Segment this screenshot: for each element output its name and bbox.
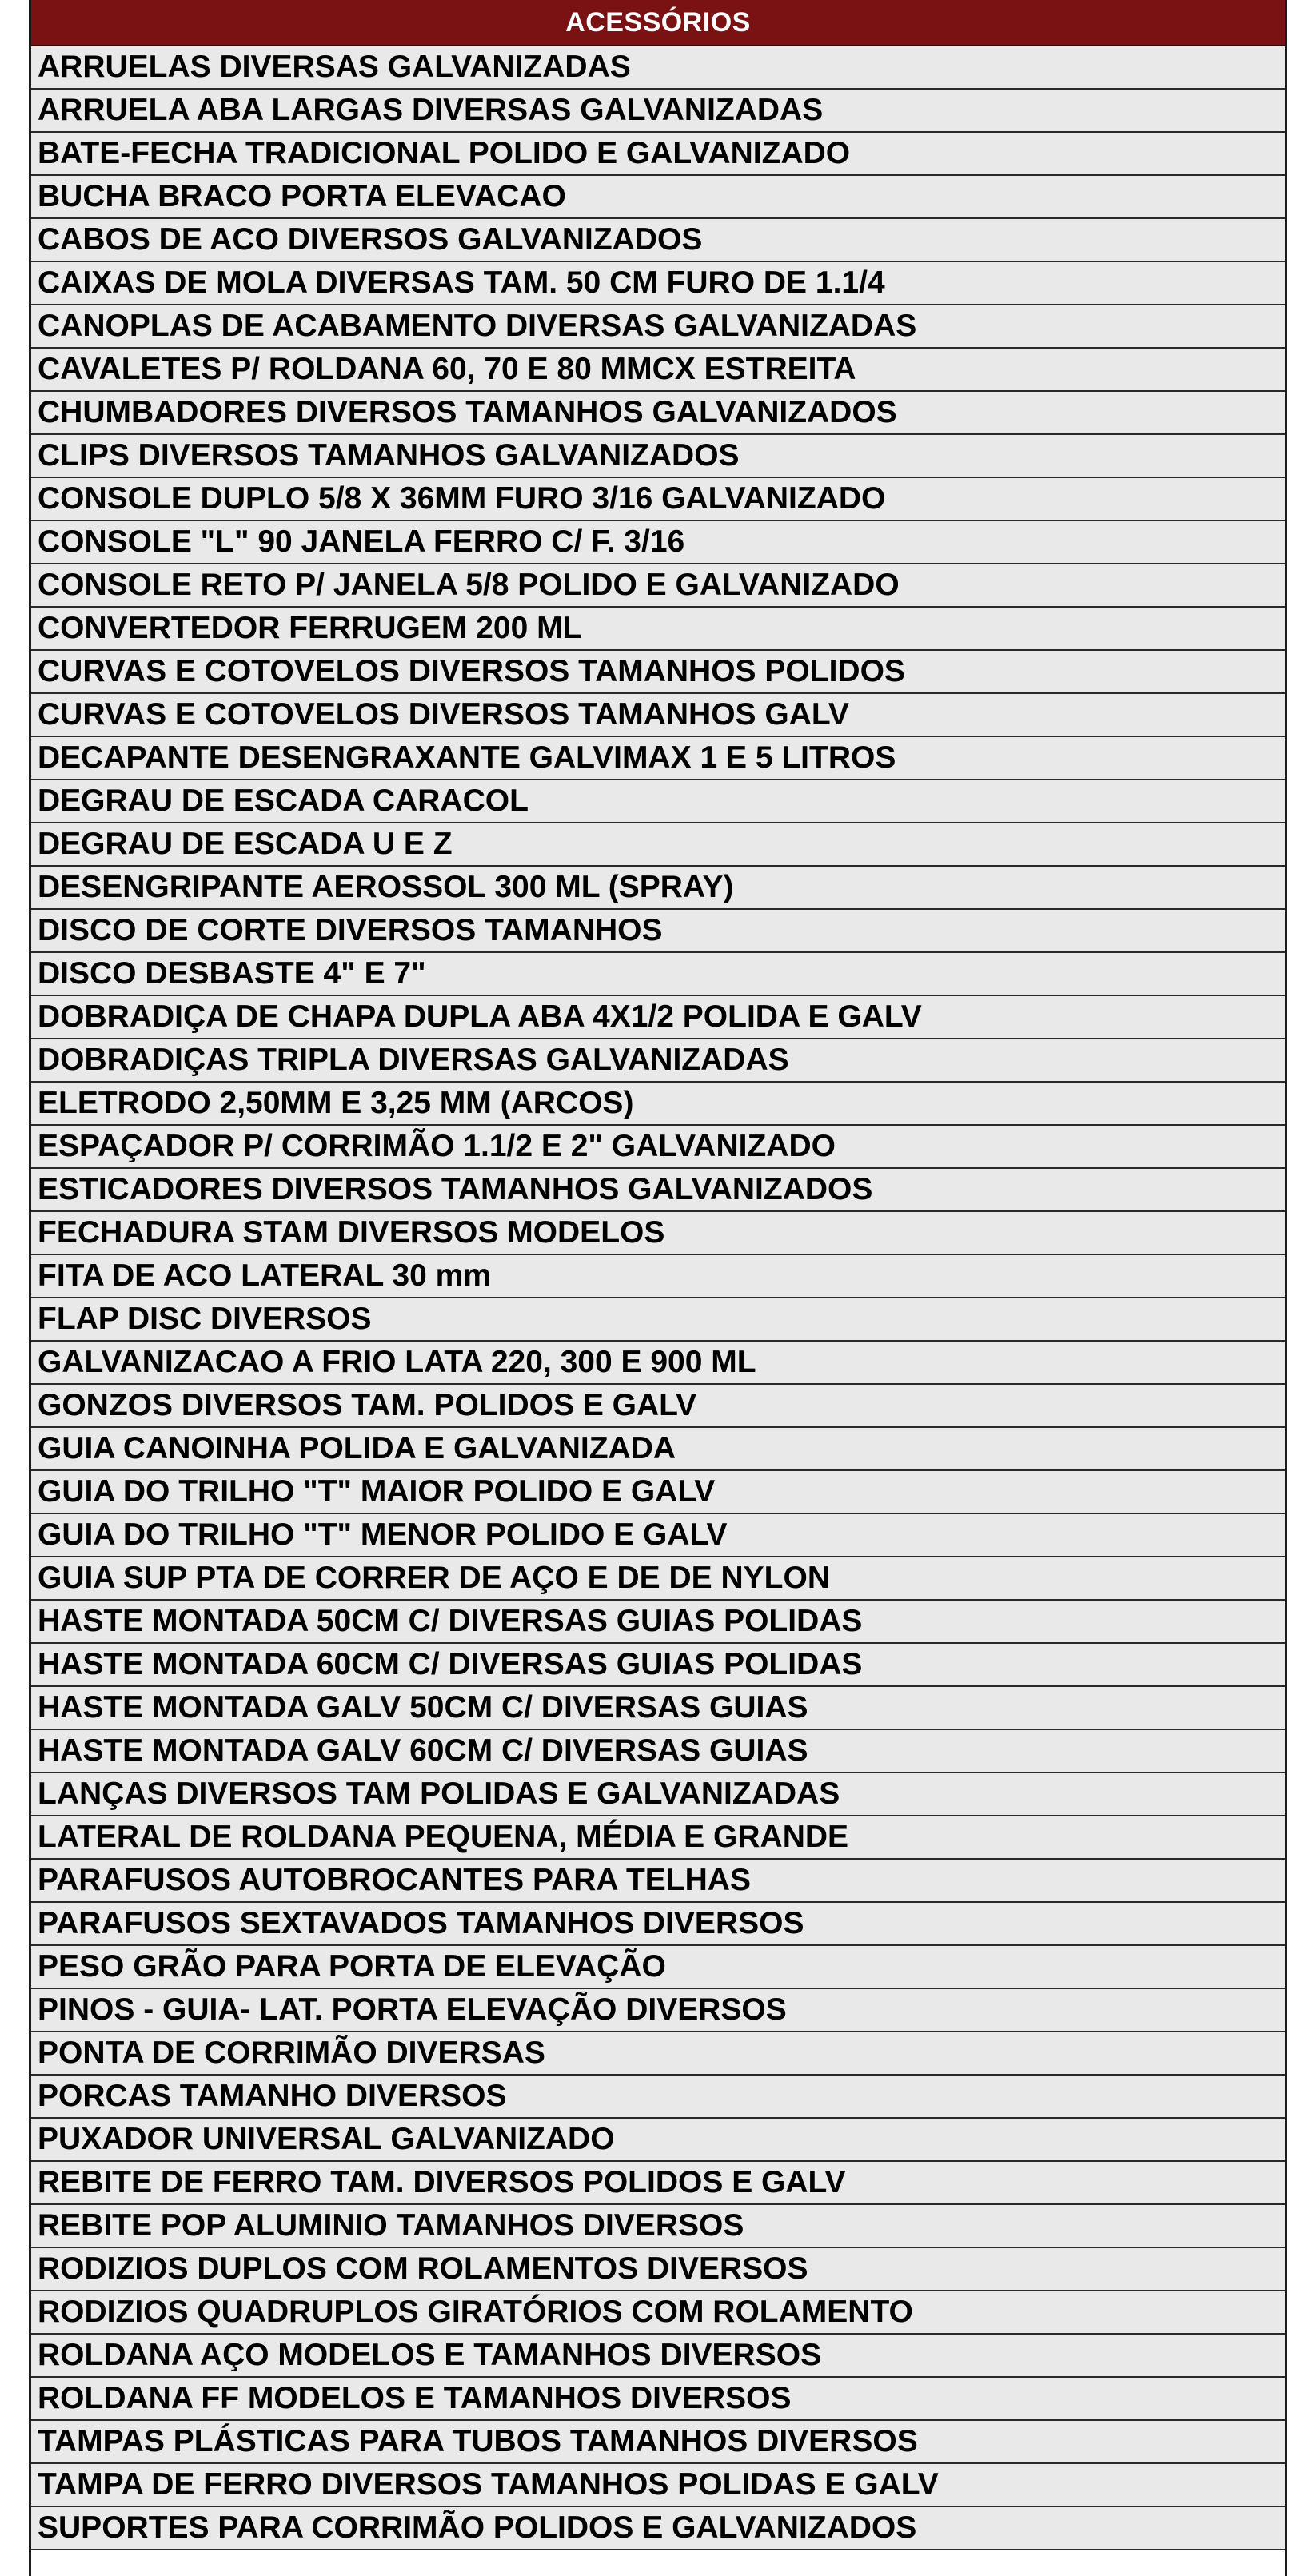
- accessories-table: [29, 0, 1287, 2576]
- table-row: BATE-FECHA TRADICIONAL POLIDO E GALVANIZADO: [31, 133, 1285, 176]
- table-row: CURVAS E COTOVELOS DIVERSOS TAMANHOS GALV: [31, 694, 1285, 737]
- table-row: ARRUELAS DIVERSAS GALVANIZADAS: [31, 46, 1285, 90]
- table-row: HASTE MONTADA 60CM C/ DIVERSAS GUIAS POLIDAS: [31, 1644, 1285, 1687]
- table-row: DISCO DESBASTE 4" E 7": [31, 953, 1285, 996]
- table-row: SUPORTES PARA CORRIMÃO POLIDOS E GALVANIZADOS: [31, 2507, 1285, 2550]
- table-row: CAVALETES P/ ROLDANA 60, 70 E 80 MMCX ESTREITA: [31, 349, 1285, 392]
- table-row: DESENGRIPANTE AEROSSOL 300 ML (SPRAY): [31, 867, 1285, 910]
- table-row: DOBRADIÇAS TRIPLA DIVERSAS GALVANIZADAS: [31, 1039, 1285, 1083]
- table-row: FITA DE ACO LATERAL 30 mm: [31, 1255, 1285, 1298]
- table-row: CLIPS DIVERSOS TAMANHOS GALVANIZADOS: [31, 435, 1285, 478]
- table-row: PARAFUSOS SEXTAVADOS TAMANHOS DIVERSOS: [31, 1903, 1285, 1946]
- table-row: GUIA DO TRILHO "T" MENOR POLIDO E GALV: [31, 1514, 1285, 1557]
- table-row: GALVANIZACAO A FRIO LATA 220, 300 E 900 ML: [31, 1342, 1285, 1385]
- table-row: HASTE MONTADA 50CM C/ DIVERSAS GUIAS POLIDAS: [31, 1601, 1285, 1644]
- table-row: REBITE DE FERRO TAM. DIVERSOS POLIDOS E GALV: [31, 2162, 1285, 2205]
- table-row: ESTICADORES DIVERSOS TAMANHOS GALVANIZADOS: [31, 1169, 1285, 1212]
- table-row: CABOS DE ACO DIVERSOS GALVANIZADOS: [31, 219, 1285, 262]
- table-row: ELETRODO 2,50MM E 3,25 MM (ARCOS): [31, 1083, 1285, 1126]
- table-row: HASTE MONTADA GALV 50CM C/ DIVERSAS GUIAS: [31, 1687, 1285, 1730]
- table-row: LATERAL DE ROLDANA PEQUENA, MÉDIA E GRANDE: [31, 1816, 1285, 1860]
- table-row: BUCHA BRACO PORTA ELEVACAO: [31, 176, 1285, 219]
- table-row: DEGRAU DE ESCADA CARACOL: [31, 780, 1285, 823]
- table-row: PONTA DE CORRIMÃO DIVERSAS: [31, 2032, 1285, 2076]
- table-row: GUIA DO TRILHO "T" MAIOR POLIDO E GALV: [31, 1471, 1285, 1514]
- table-row: PARAFUSOS AUTOBROCANTES PARA TELHAS: [31, 1860, 1285, 1903]
- table-row: DECAPANTE DESENGRAXANTE GALVIMAX 1 E 5 LITROS: [31, 737, 1285, 780]
- table-row: PINOS - GUIA- LAT. PORTA ELEVAÇÃO DIVERSOS: [31, 1989, 1285, 2032]
- table-row: DOBRADIÇA DE CHAPA DUPLA ABA 4X1/2 POLIDA E GALV: [31, 996, 1285, 1039]
- table-row: GONZOS DIVERSOS TAM. POLIDOS E GALV: [31, 1385, 1285, 1428]
- table-row: LANÇAS DIVERSOS TAM POLIDAS E GALVANIZADAS: [31, 1773, 1285, 1816]
- table-body: [31, 46, 1285, 2550]
- table-row: DEGRAU DE ESCADA U E Z: [31, 823, 1285, 867]
- table-row: REBITE POP ALUMINIO TAMANHOS DIVERSOS: [31, 2205, 1285, 2248]
- table-row: TAMPA DE FERRO DIVERSOS TAMANHOS POLIDAS E GALV: [31, 2464, 1285, 2507]
- table-row: CONSOLE DUPLO 5/8 X 36MM FURO 3/16 GALVANIZADO: [31, 478, 1285, 521]
- table-row: CONVERTEDOR FERRUGEM 200 ML: [31, 608, 1285, 651]
- table-row: FLAP DISC DIVERSOS: [31, 1298, 1285, 1342]
- table-header: ACESSÓRIOS: [31, 0, 1285, 46]
- table-row: ROLDANA AÇO MODELOS E TAMANHOS DIVERSOS: [31, 2335, 1285, 2378]
- table-row: PORCAS TAMANHO DIVERSOS: [31, 2076, 1285, 2119]
- table-row: TAMPAS PLÁSTICAS PARA TUBOS TAMANHOS DIVERSOS: [31, 2421, 1285, 2464]
- table-row: PESO GRÃO PARA PORTA DE ELEVAÇÃO: [31, 1946, 1285, 1989]
- table-row: ARRUELA ABA LARGAS DIVERSAS GALVANIZADAS: [31, 90, 1285, 133]
- table-row: RODIZIOS DUPLOS COM ROLAMENTOS DIVERSOS: [31, 2248, 1285, 2291]
- table-row: CANOPLAS DE ACABAMENTO DIVERSAS GALVANIZADAS: [31, 305, 1285, 349]
- table-row: CAIXAS DE MOLA DIVERSAS TAM. 50 CM FURO DE 1.1/4: [31, 262, 1285, 305]
- table-row: HASTE MONTADA GALV 60CM C/ DIVERSAS GUIAS: [31, 1730, 1285, 1773]
- table-row: DISCO DE CORTE DIVERSOS TAMANHOS: [31, 910, 1285, 953]
- table-row: FECHADURA STAM DIVERSOS MODELOS: [31, 1212, 1285, 1255]
- table-row: ROLDANA FF MODELOS E TAMANHOS DIVERSOS: [31, 2378, 1285, 2421]
- table-row: CONSOLE RETO P/ JANELA 5/8 POLIDO E GALVANIZADO: [31, 564, 1285, 608]
- table-row: CURVAS E COTOVELOS DIVERSOS TAMANHOS POLIDOS: [31, 651, 1285, 694]
- table-row: GUIA CANOINHA POLIDA E GALVANIZADA: [31, 1428, 1285, 1471]
- table-row: ESPAÇADOR P/ CORRIMÃO 1.1/2 E 2" GALVANIZADO: [31, 1126, 1285, 1169]
- table-row: RODIZIOS QUADRUPLOS GIRATÓRIOS COM ROLAMENTO: [31, 2291, 1285, 2335]
- table-row: CHUMBADORES DIVERSOS TAMANHOS GALVANIZADOS: [31, 392, 1285, 435]
- table-row: CONSOLE "L" 90 JANELA FERRO C/ F. 3/16: [31, 521, 1285, 564]
- table-row: PUXADOR UNIVERSAL GALVANIZADO: [31, 2119, 1285, 2162]
- table-row: GUIA SUP PTA DE CORRER DE AÇO E DE DE NYLON: [31, 1557, 1285, 1601]
